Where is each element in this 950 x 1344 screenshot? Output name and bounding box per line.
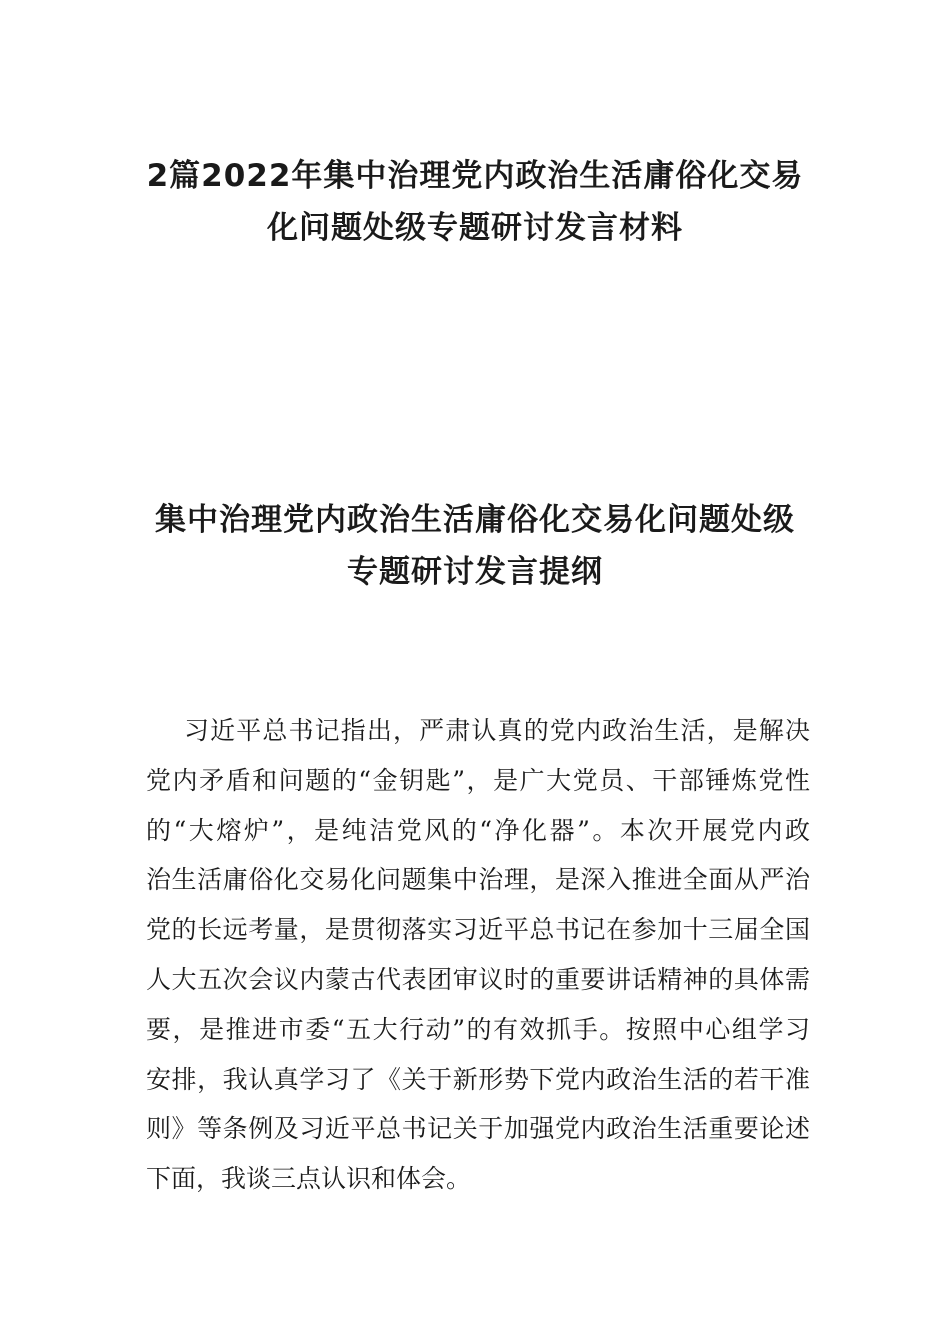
section-title bbox=[100, 494, 850, 598]
paragraph-line: 党的长远考量，是贯彻落实习近平总书记在参加十三届全国 bbox=[146, 915, 810, 945]
body-paragraph bbox=[146, 706, 810, 1204]
paragraph-line: 的“大熔炉”，是纯洁党风的“净化器”。本次开展党内政 bbox=[146, 815, 810, 845]
section-title-line: 专题研讨发言提纲 bbox=[347, 554, 603, 590]
paragraph-line: 治生活庸俗化交易化问题集中治理，是深入推进全面从严治 bbox=[146, 865, 810, 895]
paragraph-line: 党内矛盾和问题的“金钥匙”，是广大党员、干部锤炼党性 bbox=[146, 765, 810, 795]
paragraph-line: 要，是推进市委“五大行动”的有效抓手。按照中心组学习 bbox=[146, 1014, 810, 1044]
paragraph-line: 人大五次会议内蒙古代表团审议时的重要讲话精神的具体需 bbox=[146, 964, 810, 994]
main-title-line: 化问题处级专题研讨发言材料 bbox=[267, 210, 683, 246]
main-title-line: 2篇2022年集中治理党内政治生活庸俗化交易 bbox=[146, 158, 804, 194]
paragraph-line: 习近平总书记指出，严肃认真的党内政治生活，是解决 bbox=[184, 716, 810, 745]
paragraph-line: 则》等条例及习近平总书记关于加强党内政治生活重要论述 bbox=[146, 1114, 810, 1144]
paragraph-line: 下面，我谈三点认识和体会。 bbox=[146, 1164, 472, 1194]
main-title bbox=[100, 150, 850, 254]
paragraph-line: 安排，我认真学习了《关于新形势下党内政治生活的若干准 bbox=[146, 1064, 810, 1094]
section-title-line: 集中治理党内政治生活庸俗化交易化问题处级 bbox=[155, 502, 795, 538]
